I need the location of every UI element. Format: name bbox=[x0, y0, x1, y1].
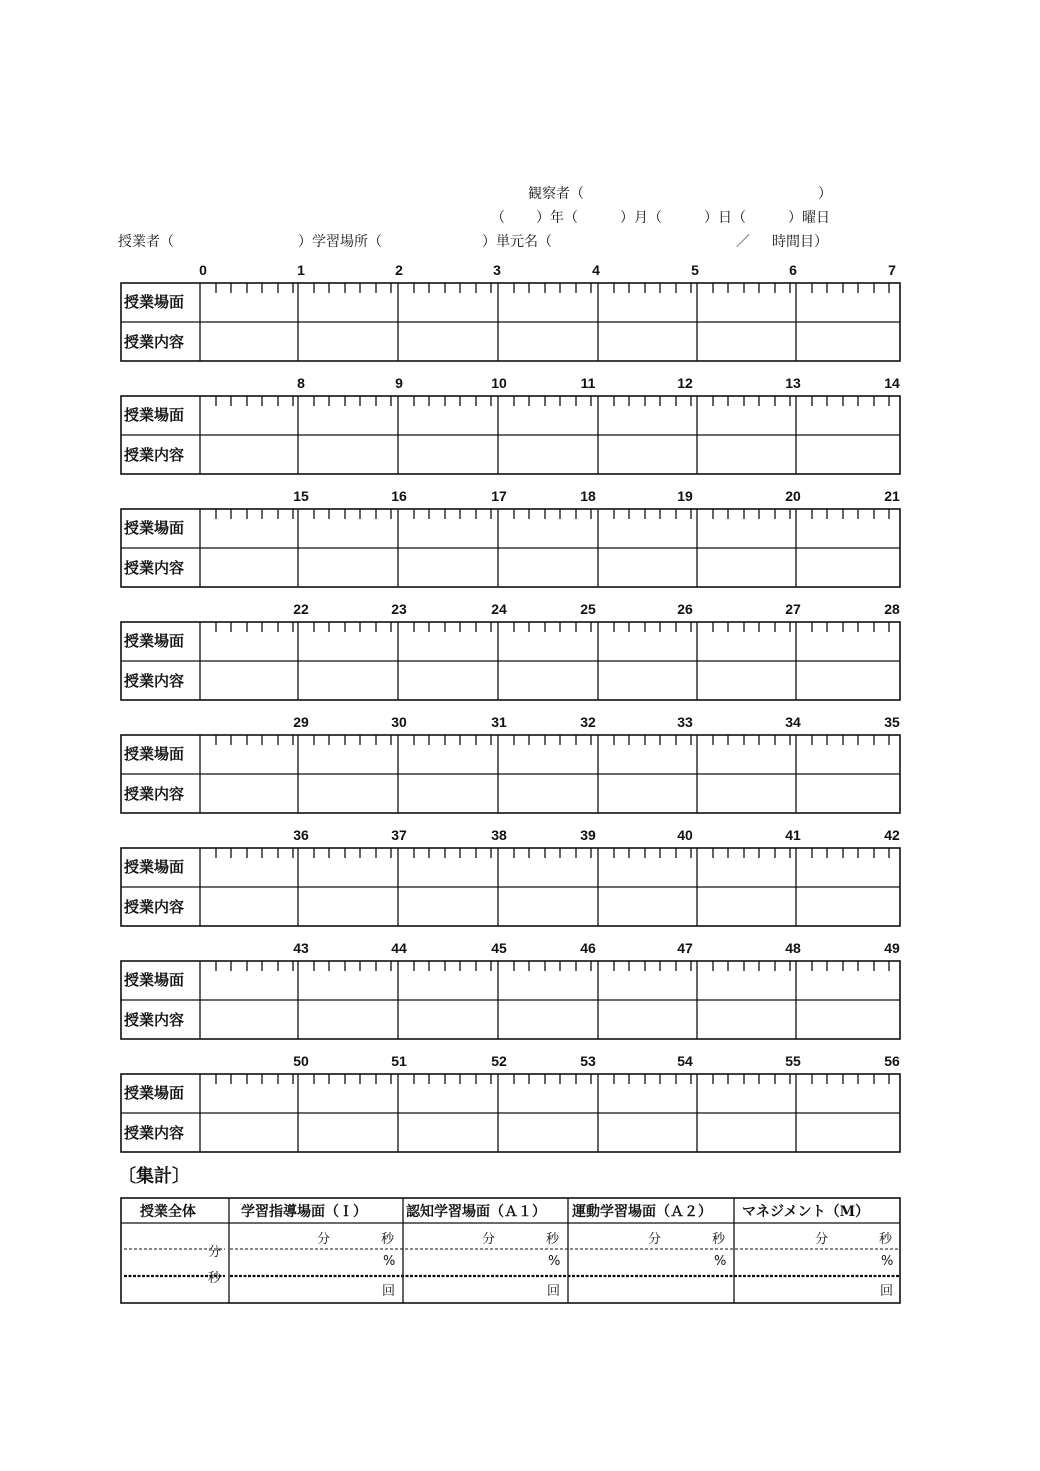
row-label-scene: 授業場面 bbox=[124, 519, 185, 537]
observer-label: 観察者（ bbox=[528, 186, 584, 202]
minute-label: 29 bbox=[293, 714, 309, 730]
grid-lines bbox=[120, 1073, 901, 1153]
percent-unit: % bbox=[714, 1254, 727, 1269]
row-label-scene: 授業場面 bbox=[124, 858, 185, 876]
time-grid bbox=[120, 734, 901, 814]
header-instruction: 学習指導場面（Ｉ） bbox=[241, 1204, 367, 1220]
month-label: ）月（ bbox=[620, 210, 662, 226]
timeline-block bbox=[0, 375, 1040, 475]
minute-label: 33 bbox=[677, 714, 693, 730]
minute-label: 24 bbox=[491, 601, 507, 617]
minute-label: 10 bbox=[491, 375, 507, 391]
minute-scale bbox=[0, 714, 1040, 734]
minute-label: 45 bbox=[491, 940, 507, 956]
day-label: ）日（ bbox=[704, 210, 746, 226]
minute-label: 32 bbox=[580, 714, 596, 730]
unit-label: ）単元名（ bbox=[482, 234, 552, 250]
minute-label: 15 bbox=[293, 488, 309, 504]
second-unit: 秒 bbox=[879, 1232, 893, 1247]
minute-label: 42 bbox=[884, 827, 900, 843]
minute-label: 47 bbox=[677, 940, 693, 956]
minute-label: 14 bbox=[884, 375, 900, 391]
timeline-block bbox=[0, 601, 1040, 701]
observer-close: ） bbox=[818, 186, 832, 202]
minute-unit: 分 bbox=[648, 1232, 662, 1247]
minute-label: 19 bbox=[677, 488, 693, 504]
grid-lines bbox=[120, 282, 901, 362]
count-unit: 回 bbox=[382, 1284, 396, 1299]
year-label: ）年（ bbox=[536, 210, 578, 226]
row-label-content: 授業内容 bbox=[124, 672, 185, 690]
timeline-block bbox=[0, 940, 1040, 1040]
second-unit: 秒 bbox=[546, 1232, 560, 1247]
minute-scale bbox=[0, 375, 1040, 395]
row-label-scene: 授業場面 bbox=[124, 632, 185, 650]
minute-label: 48 bbox=[785, 940, 801, 956]
minute-scale bbox=[0, 940, 1040, 960]
place-label: ）学習場所（ bbox=[298, 234, 382, 250]
time-grid bbox=[120, 395, 901, 475]
header-management: マネジメント（M） bbox=[742, 1204, 870, 1220]
time-grid bbox=[120, 1073, 901, 1153]
percent-unit: % bbox=[881, 1254, 894, 1269]
minute-label: 39 bbox=[580, 827, 596, 843]
grid-lines bbox=[120, 508, 901, 588]
minute-label: 50 bbox=[293, 1053, 309, 1069]
minute-unit: 分 bbox=[482, 1232, 496, 1247]
percent-unit: % bbox=[548, 1254, 561, 1269]
summary-title: 〔集計〕 bbox=[118, 1166, 190, 1187]
minute-label: 18 bbox=[580, 488, 596, 504]
row-label-scene: 授業場面 bbox=[124, 293, 185, 311]
minute-label: 55 bbox=[785, 1053, 801, 1069]
row-label-scene: 授業場面 bbox=[124, 1084, 185, 1102]
info-line bbox=[0, 233, 1040, 251]
minute-label: 13 bbox=[785, 375, 801, 391]
header-motor: 運動学習場面（Ａ２） bbox=[572, 1204, 712, 1220]
time-grid bbox=[120, 960, 901, 1040]
minute-label: 9 bbox=[395, 375, 403, 391]
period-label: 時間目） bbox=[772, 234, 828, 250]
second-unit: 秒 bbox=[712, 1232, 726, 1247]
minute-label: 4 bbox=[592, 262, 600, 278]
grid-lines bbox=[120, 960, 901, 1040]
count-unit: 回 bbox=[547, 1284, 561, 1299]
minute-label: 2 bbox=[395, 262, 403, 278]
timeline-block bbox=[0, 827, 1040, 927]
timeline-block bbox=[0, 488, 1040, 588]
minute-label: 43 bbox=[293, 940, 309, 956]
row-label-content: 授業内容 bbox=[124, 898, 185, 916]
minute-scale bbox=[0, 488, 1040, 508]
row-label-content: 授業内容 bbox=[124, 559, 185, 577]
minute-label: 31 bbox=[491, 714, 507, 730]
minute-label: 7 bbox=[888, 262, 896, 278]
minute-label: 5 bbox=[691, 262, 699, 278]
time-grid bbox=[120, 847, 901, 927]
header-cognitive: 認知学習場面（Ａ１） bbox=[406, 1204, 546, 1220]
minute-label: 56 bbox=[884, 1053, 900, 1069]
minute-label: 37 bbox=[391, 827, 407, 843]
minute-label: 11 bbox=[580, 375, 596, 391]
row-label-content: 授業内容 bbox=[124, 785, 185, 803]
minute-label: 22 bbox=[293, 601, 309, 617]
count-unit: 回 bbox=[880, 1284, 894, 1299]
minute-label: 8 bbox=[297, 375, 305, 391]
date-open: （ bbox=[491, 210, 505, 226]
time-grid bbox=[120, 508, 901, 588]
minute-label: 52 bbox=[491, 1053, 507, 1069]
row-label-scene: 授業場面 bbox=[124, 971, 185, 989]
slash: ／ bbox=[736, 234, 750, 250]
minute-label: 49 bbox=[884, 940, 900, 956]
teacher-label: 授業者（ bbox=[118, 234, 174, 250]
row-label-content: 授業内容 bbox=[124, 1124, 185, 1142]
grid-lines bbox=[120, 734, 901, 814]
minute-label: 16 bbox=[391, 488, 407, 504]
minute-label: 46 bbox=[580, 940, 596, 956]
minute-label: 17 bbox=[491, 488, 507, 504]
minute-label: 21 bbox=[884, 488, 900, 504]
minute-label: 26 bbox=[677, 601, 693, 617]
minute-label: 1 bbox=[297, 262, 305, 278]
minute-label: 40 bbox=[677, 827, 693, 843]
minute-label: 34 bbox=[785, 714, 801, 730]
row-label-content: 授業内容 bbox=[124, 446, 185, 464]
grid-lines bbox=[120, 847, 901, 927]
minute-label: 53 bbox=[580, 1053, 596, 1069]
minute-label: 0 bbox=[199, 262, 207, 278]
minute-label: 20 bbox=[785, 488, 801, 504]
minute-label: 51 bbox=[391, 1053, 407, 1069]
minute-label: 27 bbox=[785, 601, 801, 617]
observer-line bbox=[0, 185, 1040, 203]
row-label-content: 授業内容 bbox=[124, 333, 185, 351]
minute-label: 6 bbox=[789, 262, 797, 278]
minute-label: 44 bbox=[391, 940, 407, 956]
minute-label: 23 bbox=[391, 601, 407, 617]
row-label-scene: 授業場面 bbox=[124, 406, 185, 424]
minute-scale bbox=[0, 1053, 1040, 1073]
minute-scale bbox=[0, 601, 1040, 621]
summary-table bbox=[120, 1197, 901, 1304]
minute-label: 28 bbox=[884, 601, 900, 617]
minute-label: 35 bbox=[884, 714, 900, 730]
total-minute-unit: 分 bbox=[208, 1245, 222, 1260]
second-unit: 秒 bbox=[381, 1232, 395, 1247]
timeline-block bbox=[0, 714, 1040, 814]
minute-label: 38 bbox=[491, 827, 507, 843]
date-line bbox=[0, 209, 1040, 227]
timeline-block bbox=[0, 1053, 1040, 1153]
time-grid bbox=[120, 621, 901, 701]
minute-scale bbox=[0, 827, 1040, 847]
total-second-unit: 秒 bbox=[208, 1271, 222, 1286]
weekday-label: ）曜日 bbox=[788, 210, 830, 226]
grid-lines bbox=[120, 621, 901, 701]
minute-label: 36 bbox=[293, 827, 309, 843]
minute-label: 41 bbox=[785, 827, 801, 843]
row-label-content: 授業内容 bbox=[124, 1011, 185, 1029]
minute-unit: 分 bbox=[815, 1232, 829, 1247]
timeline-block bbox=[0, 262, 1040, 362]
grid-lines bbox=[120, 395, 901, 475]
minute-label: 25 bbox=[580, 601, 596, 617]
minute-scale bbox=[0, 262, 1040, 282]
row-label-scene: 授業場面 bbox=[124, 745, 185, 763]
minute-label: 12 bbox=[677, 375, 693, 391]
header-total: 授業全体 bbox=[140, 1204, 196, 1220]
minute-label: 30 bbox=[391, 714, 407, 730]
minute-label: 3 bbox=[493, 262, 501, 278]
percent-unit: % bbox=[383, 1254, 396, 1269]
time-grid bbox=[120, 282, 901, 362]
minute-unit: 分 bbox=[317, 1232, 331, 1247]
minute-label: 54 bbox=[677, 1053, 693, 1069]
